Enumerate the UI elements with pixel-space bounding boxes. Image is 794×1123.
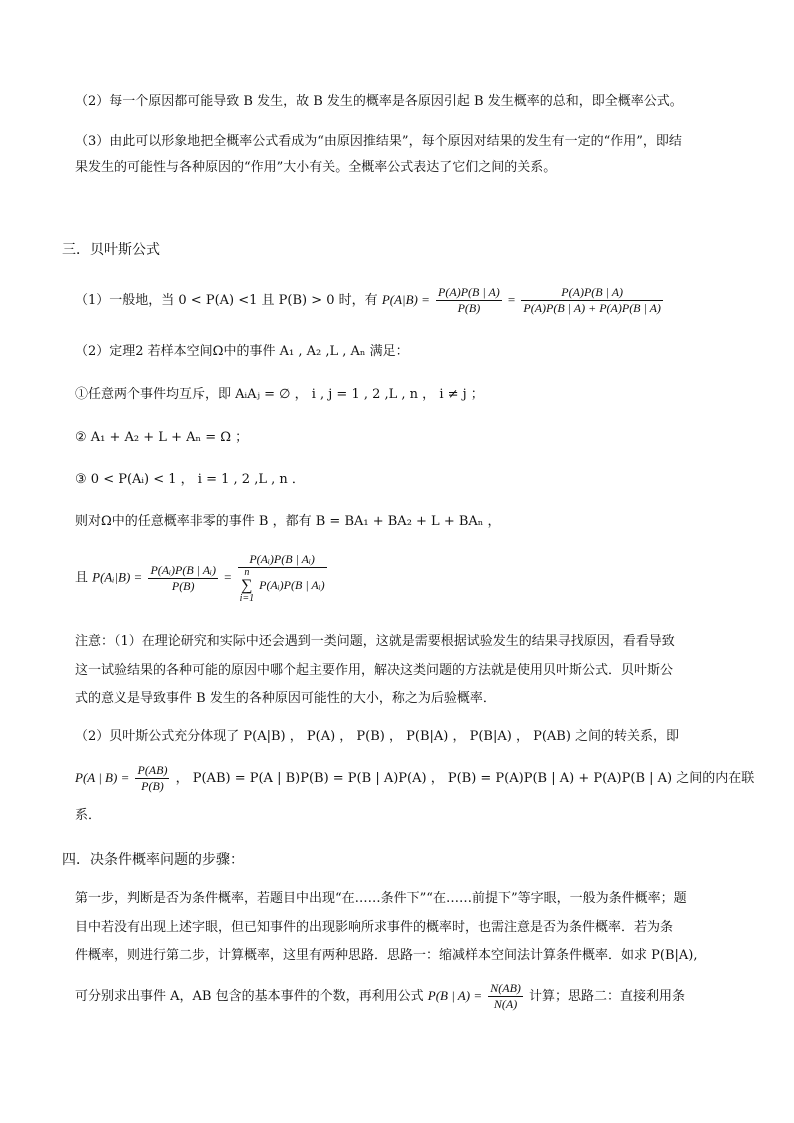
bayes-general-prefix: 且 [75, 570, 89, 586]
bayes-general-formula: 且 P(Aᵢ|B) = $\frac{\text{P(Aᵢ)P(B | Aᵢ)}}{P(B)}$ = P(Aᵢ)P(B | Aᵢ) n ∑ i=1 P(Aᵢ)P(B | Aᵢ) [75, 552, 325, 604]
section-4-line-2: 目中若没有出现上述字眼，但已知事件的出现影响所求事件的概率时，也需注意是否为条件概率．若为条 [75, 920, 674, 935]
bayes-general-fraction-1 [148, 563, 218, 594]
note-2-line-2 [75, 760, 755, 797]
counting-formula-fraction [488, 981, 523, 1012]
section-3-heading: 三．贝叶斯公式 [62, 242, 160, 258]
paragraph-2: （2）每一个原因都可能导致 B 发生，故 B 发生的概率是各原因引起 B 发生概率的总和，即全概率公式。 [75, 94, 683, 109]
bayes-fraction-2 [521, 285, 663, 316]
bayes-fraction-2-numerator: P(A)P(B | A) [521, 285, 663, 301]
section-4-line-4-suffix: 计算；思路二：直接利用条 [529, 989, 686, 1004]
conditional-prob-lhs: P(A | B) = [75, 770, 130, 785]
note-1-line-2: 这一试验结果的各种可能的原因中哪个起主要作用，解决这类问题的方法就是使用贝叶斯公式．贝叶斯公 [75, 663, 674, 678]
bayes-fraction-2-denominator: P(A)P(B | A) + P(A)P(B | A) [523, 301, 661, 315]
section-4-heading: 四．决条件概率问题的步骤： [62, 852, 244, 868]
paragraph-3-line-2: 果发生的可能性与各种原因的“作用”大小有关。全概率公式表达了它们之间的关系。 [75, 160, 557, 175]
bayes-general-fraction-1-denominator: P(B) [171, 578, 195, 593]
conditional-prob-denominator: P(B) [141, 779, 164, 793]
theorem-2-statement: （2）定理2 若样本空间Ω中的事件 A₁ , A₂ ,L , Aₙ 满足： [75, 344, 409, 359]
bayes-general-fraction-2 [238, 552, 327, 604]
then-statement: 则对Ω中的任意概率非零的事件 B ，都有 B = BA₁ + BA₂ + L + BAₙ ， [75, 514, 501, 529]
summation-upper-limit: n [244, 567, 250, 578]
bayes-formula-line: （1）一般地，当 0 < P(A) <1 且 P(B) > 0 时，有 P(A|B) = $\frac{P(A)P(B | A)}{P(B)}$ = $\frac{P(A)P(B | A)}{P(A)P(B | A) + P(A)P(B | A)}$ [75, 285, 661, 315]
section-4-line-4-prefix: 可分别求出事件 A，AB 包含的基本事件的个数，再利用公式 [75, 989, 424, 1004]
conditional-prob-numerator: P(AB) [137, 763, 168, 777]
note-1-line-1: 注意：（1）在理论研究和实际中还会遇到一类问题，这就是需要根据试验发生的结果寻找原因，看看导致 [75, 634, 675, 649]
section-4-line-1: 第一步，判断是否为条件概率，若题目中出现“在……条件下”“在……前提下”等字眼，一般为条件概率；题 [75, 891, 687, 906]
bayes-general-fraction-2-denominator [238, 568, 327, 604]
summation-term: P(Aᵢ)P(B | Aᵢ) [259, 577, 325, 592]
counting-formula-denominator: N(A) [493, 997, 518, 1011]
condition-1: ①任意两个事件均互斥，即 AᵢAⱼ = ∅ ， i , j = 1 , 2 ,L , n ， i ≠ j ； [75, 387, 484, 402]
summation-symbol: n ∑ i=1 [239, 567, 255, 604]
summation-lower-limit: i=1 [239, 593, 255, 604]
section-4-line-4 [75, 978, 724, 1015]
bayes-formula-prefix: （1）一般地，当 0 < P(A) <1 且 P(B) > 0 时，有 [75, 293, 378, 308]
bayes-general-lhs: P(Aᵢ|B) = [92, 569, 143, 585]
condition-2: ② A₁ + A₂ + L + Aₙ = Ω ； [75, 430, 249, 445]
bayes-fraction-1 [436, 285, 502, 316]
note-2-line-3: 系． [75, 808, 102, 823]
note-2-line-1: （2）贝叶斯公式充分体现了 P(A|B) ， P(A) ， P(B) ， P(B|A) ， P(B|A) ， P(AB) 之间的转关系，即 [75, 729, 680, 744]
bayes-general-fraction-1-numerator: P(Aᵢ)P(B | Aᵢ) [150, 562, 216, 577]
counting-formula-numerator: N(AB) [490, 981, 521, 995]
section-4-line-3: 件概率，则进行第二步，计算概率，这里有两种思路．思路一：缩减样本空间法计算条件概率．如求 P(B|A), [75, 948, 698, 963]
note-1-line-3: 式的意义是导致事件 B 发生的各种原因可能性的大小，称之为后验概率． [75, 691, 496, 706]
bayes-formula-lhs: P(A|B) = [381, 292, 430, 307]
conditional-prob-fraction [135, 763, 169, 794]
bayes-fraction-1-denominator: P(B) [457, 301, 481, 315]
condition-3: ③ 0 < P(Aᵢ) < 1 ， i = 1 , 2 ,L , n ． [75, 472, 305, 487]
bayes-general-fraction-2-numerator: P(Aᵢ)P(B | Aᵢ) [238, 552, 327, 568]
counting-formula-lhs: P(B | A) = [427, 988, 483, 1003]
bayes-fraction-1-numerator: P(A)P(B | A) [438, 285, 500, 299]
note-2-line-2-rest: ， P(AB) = P(A | B)P(B) = P(B | A)P(A) ， P(B) = P(A)P(B | A) + P(A)P(B | A) 之间的内在联 [175, 771, 755, 786]
paragraph-3-line-1: （3）由此可以形象地把全概率公式看成为“由原因推结果”，每个原因对结果的发生有一定的“作用”，即结 [75, 134, 682, 149]
